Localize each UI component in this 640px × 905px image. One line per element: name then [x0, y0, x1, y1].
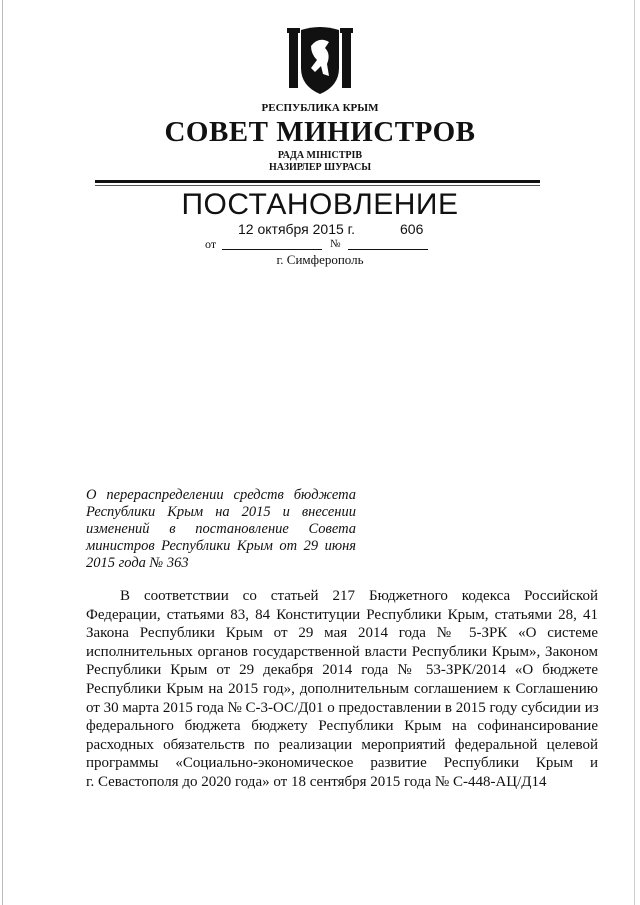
- council-name-ukrainian: РАДА МІНІСТРІВ: [277, 150, 363, 161]
- document-city: г. Симферополь: [276, 252, 364, 267]
- body-line: г. Севастополя до 2020 года» от 18 сентября 2015 года № С-448-АЦ/Д14: [86, 773, 547, 790]
- header-rule-thin: [95, 185, 540, 186]
- subject-line: министров Республики Крым от 29 июня: [86, 538, 356, 554]
- number-underline: [348, 249, 428, 250]
- document-body: [86, 587, 598, 792]
- document-subject: [86, 487, 356, 572]
- subject-line: О перераспределении средств бюджета: [86, 487, 356, 503]
- subject-line: 2015 года № 363: [86, 555, 189, 571]
- subject-line: Республики Крым на 2015 и внесении: [86, 504, 356, 520]
- crimea-coat-of-arms-icon: [285, 24, 355, 98]
- body-line: программы «Социально-экономическое развитие Республики Крым и: [86, 755, 598, 772]
- document-type: ПОСТАНОВЛЕНИЕ: [181, 188, 459, 221]
- date-underline: [222, 249, 322, 250]
- header-rule: [95, 180, 540, 183]
- body-line: расходных обязательств по реализации мероприятий федеральной целевой: [86, 736, 598, 753]
- subject-line: изменений в постановление Совета: [86, 521, 356, 537]
- body-line: В соответствии со статьей 217 Бюджетного кодекса Российской: [120, 588, 598, 604]
- body-line: исполнительных органов государственной власти Республики Крым», Законом: [86, 643, 598, 660]
- body-line: Закона Республики Крым от 29 мая 2014 года № 5-ЗРК «О системе: [86, 625, 598, 642]
- council-name: СОВЕТ МИНИСТРОВ: [164, 116, 476, 148]
- body-line: от 30 марта 2015 года № С-3-ОС/Д01 о предоставлении в 2015 году субсидии из: [86, 699, 599, 716]
- republic-name: РЕСПУБЛИКА КРЫМ: [261, 102, 379, 114]
- body-line: Федерации, статьями 83, 84 Конституции Республики Крым, статьями 28, 41: [86, 606, 598, 623]
- document-date: 12 октября 2015 г.: [238, 221, 355, 237]
- date-label: от: [205, 237, 217, 251]
- body-line: федерального бюджета бюджету Республики Крым на софинансирование: [86, 718, 598, 735]
- council-name-crimean-tatar: НАЗИРЛЕР ШУРАСЫ: [268, 162, 372, 173]
- number-label: №: [330, 238, 341, 250]
- body-line: Республики Крым от 29 декабря 2014 года № 53-ЗРК/2014 «О бюджете: [86, 662, 598, 679]
- document-number: 606: [400, 221, 424, 237]
- body-line: Республики Крым на 2015 год», дополнительным соглашением к Соглашению: [86, 680, 598, 697]
